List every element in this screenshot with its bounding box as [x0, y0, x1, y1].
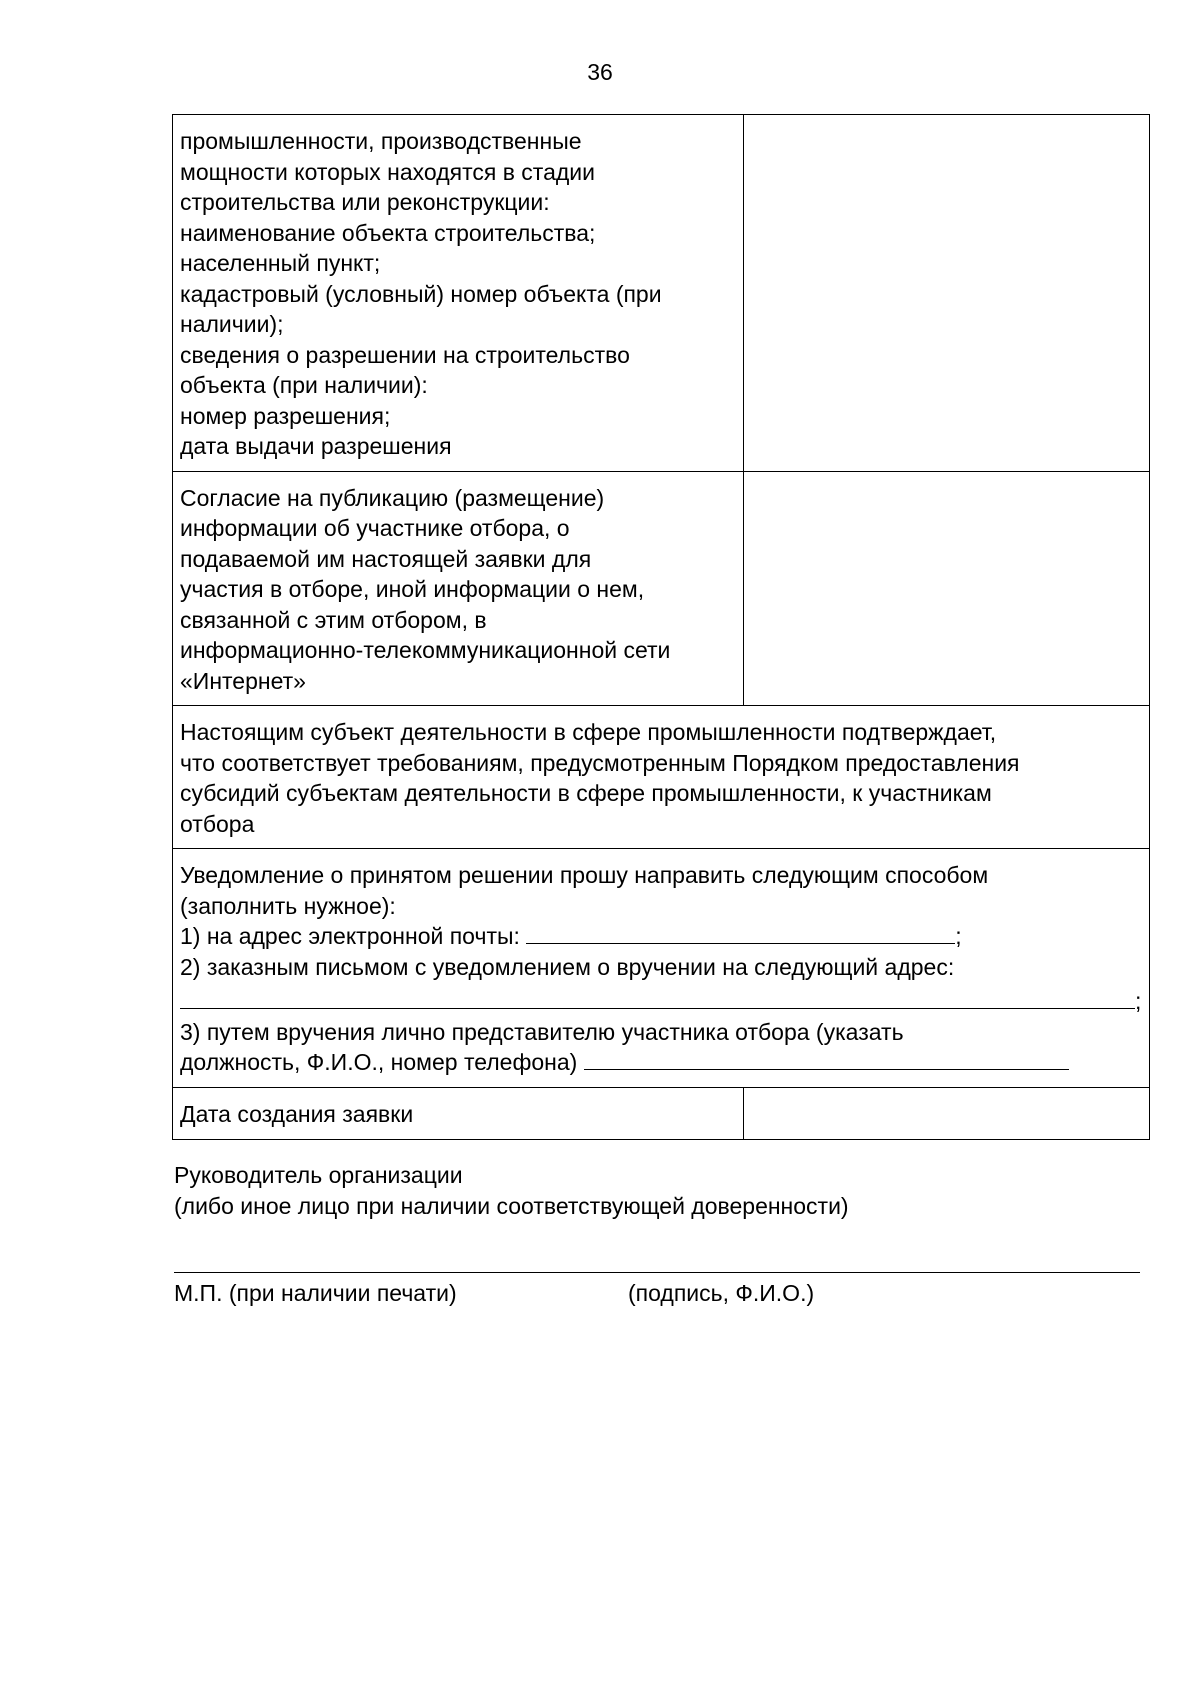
notification-method-row — [173, 849, 1150, 1088]
personal-delivery-option: 3) путем вручения лично представителю участника отбора (указать — [180, 1018, 904, 1045]
construction-object-label — [173, 115, 744, 472]
mail-option-label: 2) заказным письмом с уведомлением о вручении на следующий адрес: — [180, 953, 955, 980]
signatory-note: (либо иное лицо при наличии соответствующей доверенности) — [174, 1192, 849, 1219]
notification-method-cell — [173, 849, 1150, 1088]
confirmation-line: что соответствует требованиям, предусмотренным Порядком предоставления — [180, 749, 1020, 776]
page-number: 36 — [587, 59, 613, 85]
label-line: связанной с этим отбором, в — [180, 606, 487, 633]
email-option — [180, 921, 1142, 952]
label-line: сведения о разрешении на строительство — [180, 341, 630, 368]
label-line: кадастровый (условный) номер объекта (при — [180, 280, 662, 307]
mail-option-end: ; — [1135, 988, 1142, 1014]
confirmation-row — [173, 706, 1150, 849]
creation-date-row — [173, 1087, 1150, 1139]
label-line: промышленности, производственные — [180, 128, 582, 154]
label-line: подаваемой им настоящей заявки для — [180, 545, 592, 572]
label-line: номер разрешения; — [180, 402, 391, 429]
email-address-field[interactable] — [526, 921, 955, 944]
personal-delivery-label: должность, Ф.И.О., номер телефона) — [180, 1049, 578, 1075]
personal-delivery-details — [180, 1047, 1142, 1078]
creation-date-value-cell[interactable] — [744, 1087, 1150, 1139]
label-line: наименование объекта строительства; — [180, 219, 596, 246]
label-line: мощности которых находятся в стадии — [180, 158, 595, 185]
publication-consent-row — [173, 471, 1150, 706]
representative-details-field[interactable] — [584, 1047, 1069, 1070]
label-line: «Интернет» — [180, 667, 306, 694]
construction-object-value-cell[interactable] — [744, 115, 1150, 472]
signatory-block — [174, 1160, 849, 1221]
label-line: участия в отборе, иной информации о нем, — [180, 576, 645, 602]
label-line: населенный пункт; — [180, 250, 381, 276]
confirmation-line: Настоящим субъект деятельности в сфере промышленности подтверждает, — [180, 719, 997, 745]
postal-address-field[interactable] — [180, 986, 1135, 1009]
confirmation-line: отбора — [180, 810, 255, 837]
label-line: объекта (при наличии): — [180, 372, 428, 398]
notification-hint: (заполнить нужное): — [180, 892, 396, 919]
label-line: информации об участнике отбора, о — [180, 515, 570, 541]
confirmation-line: субсидий субъектам деятельности в сфере промышленности, к участникам — [180, 780, 992, 806]
publication-consent-value-cell[interactable] — [744, 471, 1150, 706]
application-form-table — [172, 114, 1150, 1140]
label-line: строительства или реконструкции: — [180, 189, 550, 215]
creation-date-label: Дата создания заявки — [173, 1087, 744, 1139]
email-option-label: 1) на адрес электронной почты: — [180, 923, 520, 949]
confirmation-text — [173, 706, 1150, 849]
label-line: Согласие на публикацию (размещение) — [180, 484, 605, 511]
stamp-label: М.П. (при наличии печати) — [174, 1280, 457, 1306]
signature-line[interactable] — [174, 1272, 1140, 1273]
signature-label: (подпись, Ф.И.О.) — [628, 1280, 815, 1306]
label-line: информационно-телекоммуникационной сети — [180, 637, 671, 663]
notification-intro: Уведомление о принятом решении прошу направить следующим способом — [180, 862, 989, 888]
label-line: дата выдачи разрешения — [180, 433, 452, 459]
publication-consent-label — [173, 471, 744, 706]
mail-option — [180, 982, 1142, 1017]
construction-object-row — [173, 115, 1150, 472]
signatory-title: Руководитель организации — [174, 1162, 463, 1188]
label-line: наличии); — [180, 311, 284, 337]
email-option-end: ; — [955, 923, 962, 949]
